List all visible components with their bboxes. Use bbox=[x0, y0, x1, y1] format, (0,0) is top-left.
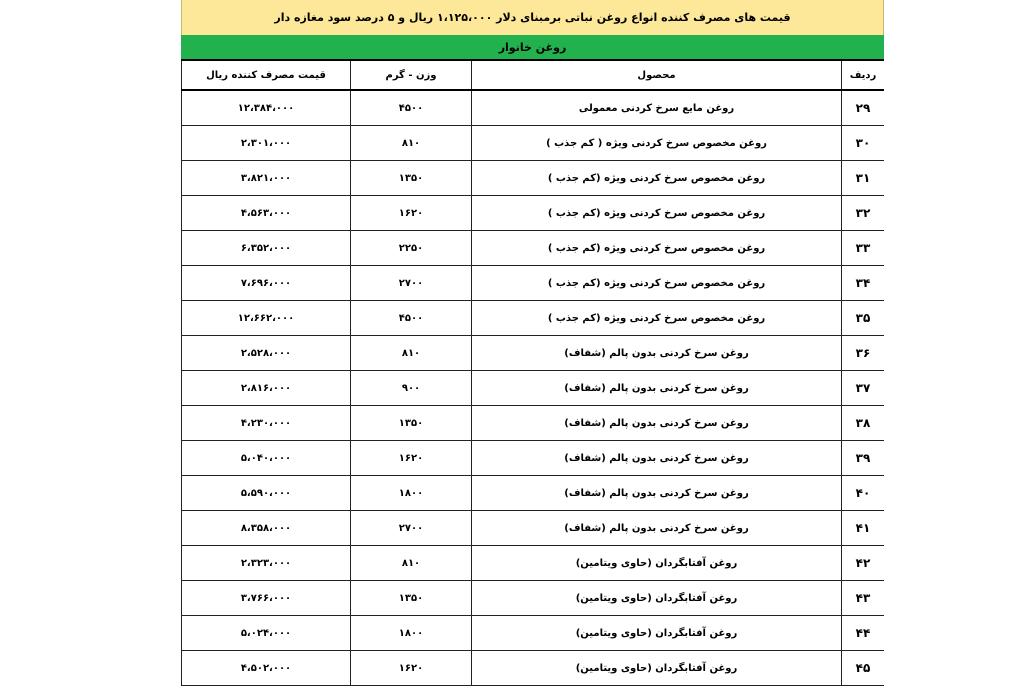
table-row bbox=[182, 231, 885, 266]
price-table bbox=[181, 59, 884, 686]
row-price: ۵،۰۴۰،۰۰۰ bbox=[182, 441, 351, 476]
table-row bbox=[182, 196, 885, 231]
row-price: ۵،۰۲۴،۰۰۰ bbox=[182, 616, 351, 651]
row-product: روغن سرخ کردنی بدون پالم (شفاف) bbox=[472, 511, 842, 546]
table-row bbox=[182, 266, 885, 301]
row-index: ۴۱ bbox=[842, 511, 885, 546]
table-row bbox=[182, 616, 885, 651]
table-row bbox=[182, 301, 885, 336]
row-product: روغن مخصوص سرخ کردنی ویژه (کم جذب ) bbox=[472, 161, 842, 196]
row-weight: ۴۵۰۰ bbox=[351, 301, 472, 336]
row-product: روغن سرخ کردنی بدون پالم (شفاف) bbox=[472, 476, 842, 511]
row-weight: ۸۱۰ bbox=[351, 336, 472, 371]
table-row bbox=[182, 476, 885, 511]
row-index: ۳۰ bbox=[842, 126, 885, 161]
row-weight: ۲۲۵۰ bbox=[351, 231, 472, 266]
table-row bbox=[182, 126, 885, 161]
row-price: ۱۲،۶۶۲،۰۰۰ bbox=[182, 301, 351, 336]
row-product: روغن مخصوص سرخ کردنی ویژه (کم جذب ) bbox=[472, 196, 842, 231]
row-index: ۳۱ bbox=[842, 161, 885, 196]
table-row bbox=[182, 581, 885, 616]
row-product: روغن آفتابگردان (حاوی ویتامین) bbox=[472, 616, 842, 651]
header-product: محصول bbox=[472, 60, 842, 90]
table-row bbox=[182, 90, 885, 126]
row-index: ۳۷ bbox=[842, 371, 885, 406]
header-index: ردیف bbox=[842, 60, 885, 90]
row-price: ۴،۲۳۰،۰۰۰ bbox=[182, 406, 351, 441]
price-sheet bbox=[181, 0, 884, 691]
row-weight: ۱۳۵۰ bbox=[351, 161, 472, 196]
row-weight: ۱۶۲۰ bbox=[351, 196, 472, 231]
row-weight: ۱۳۵۰ bbox=[351, 406, 472, 441]
row-index: ۳۹ bbox=[842, 441, 885, 476]
row-weight: ۲۷۰۰ bbox=[351, 266, 472, 301]
row-index: ۴۵ bbox=[842, 651, 885, 686]
row-index: ۴۳ bbox=[842, 581, 885, 616]
table-row bbox=[182, 511, 885, 546]
row-price: ۸،۳۵۸،۰۰۰ bbox=[182, 511, 351, 546]
row-index: ۴۴ bbox=[842, 616, 885, 651]
row-product: روغن سرخ کردنی بدون پالم (شفاف) bbox=[472, 441, 842, 476]
row-weight: ۱۶۲۰ bbox=[351, 651, 472, 686]
row-weight: ۴۵۰۰ bbox=[351, 90, 472, 126]
row-product: روغن آفتابگردان (حاوی ویتامین) bbox=[472, 651, 842, 686]
row-price: ۴،۵۶۳،۰۰۰ bbox=[182, 196, 351, 231]
header-price: قیمت مصرف کننده ریال bbox=[182, 60, 351, 90]
row-price: ۲،۳۰۱،۰۰۰ bbox=[182, 126, 351, 161]
row-index: ۳۸ bbox=[842, 406, 885, 441]
sheet-title: قیمت های مصرف کننده انواع روغن نباتی برمبنای دلار ۱،۱۲۵،۰۰۰ ریال و ۵ درصد سود مغازه دار bbox=[181, 0, 884, 35]
table-row bbox=[182, 651, 885, 686]
row-price: ۷،۶۹۶،۰۰۰ bbox=[182, 266, 351, 301]
row-product: روغن مخصوص سرخ کردنی ویژه (کم جذب ) bbox=[472, 231, 842, 266]
row-weight: ۱۸۰۰ bbox=[351, 476, 472, 511]
row-price: ۶،۳۵۲،۰۰۰ bbox=[182, 231, 351, 266]
row-weight: ۱۶۲۰ bbox=[351, 441, 472, 476]
row-index: ۳۴ bbox=[842, 266, 885, 301]
row-index: ۳۶ bbox=[842, 336, 885, 371]
row-weight: ۸۱۰ bbox=[351, 126, 472, 161]
row-price: ۳،۷۶۶،۰۰۰ bbox=[182, 581, 351, 616]
table-row bbox=[182, 336, 885, 371]
row-product: روغن مخصوص سرخ کردنی ویژه (کم جذب ) bbox=[472, 266, 842, 301]
row-index: ۳۳ bbox=[842, 231, 885, 266]
row-index: ۳۵ bbox=[842, 301, 885, 336]
row-price: ۳،۸۲۱،۰۰۰ bbox=[182, 161, 351, 196]
row-price: ۴،۵۰۲،۰۰۰ bbox=[182, 651, 351, 686]
table-header-row bbox=[182, 60, 885, 90]
table-row bbox=[182, 161, 885, 196]
row-weight: ۱۳۵۰ bbox=[351, 581, 472, 616]
row-price: ۲،۳۲۳،۰۰۰ bbox=[182, 546, 351, 581]
row-weight: ۲۷۰۰ bbox=[351, 511, 472, 546]
row-product: روغن آفتابگردان (حاوی ویتامین) bbox=[472, 581, 842, 616]
table-row bbox=[182, 441, 885, 476]
table-row bbox=[182, 406, 885, 441]
row-weight: ۸۱۰ bbox=[351, 546, 472, 581]
row-price: ۵،۵۹۰،۰۰۰ bbox=[182, 476, 351, 511]
table-row bbox=[182, 371, 885, 406]
row-product: روغن سرخ کردنی بدون پالم (شفاف) bbox=[472, 336, 842, 371]
row-price: ۱۲،۳۸۴،۰۰۰ bbox=[182, 90, 351, 126]
row-weight: ۹۰۰ bbox=[351, 371, 472, 406]
row-product: روغن مخصوص سرخ کردنی ویژه (کم جذب ) bbox=[472, 301, 842, 336]
row-product: روغن آفتابگردان (حاوی ویتامین) bbox=[472, 546, 842, 581]
row-index: ۳۲ bbox=[842, 196, 885, 231]
section-header: روغن خانوار bbox=[181, 35, 884, 59]
row-product: روغن سرخ کردنی بدون پالم (شفاف) bbox=[472, 406, 842, 441]
row-price: ۲،۵۲۸،۰۰۰ bbox=[182, 336, 351, 371]
row-index: ۴۲ bbox=[842, 546, 885, 581]
row-price: ۲،۸۱۶،۰۰۰ bbox=[182, 371, 351, 406]
table-row bbox=[182, 546, 885, 581]
row-product: روغن سرخ کردنی بدون پالم (شفاف) bbox=[472, 371, 842, 406]
row-weight: ۱۸۰۰ bbox=[351, 616, 472, 651]
row-product: روغن مایع سرخ کردنی معمولی bbox=[472, 90, 842, 126]
row-index: ۲۹ bbox=[842, 90, 885, 126]
row-index: ۴۰ bbox=[842, 476, 885, 511]
header-weight: وزن - گرم bbox=[351, 60, 472, 90]
row-product: روغن مخصوص سرخ کردنی ویژه ( کم جذب ) bbox=[472, 126, 842, 161]
